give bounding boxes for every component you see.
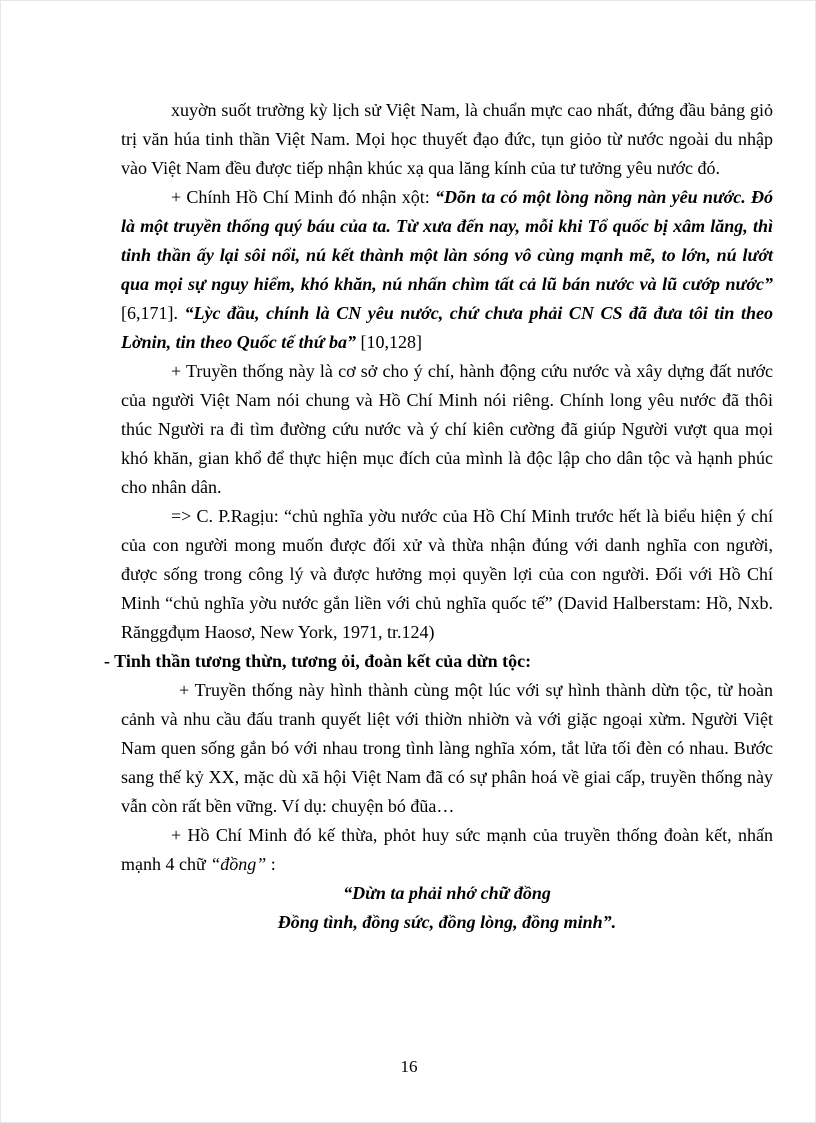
quote-leninism: “Lỳc đầu, chính là CN yêu nước, chứ chưa phải CN CS đã đưa tôi tin theo Lờnin, tin theo Quốc tế thứ ba”	[121, 303, 773, 352]
citation-2: [10,128]	[355, 332, 422, 352]
verse-line-1: “Dừn ta phải nhớ chữ đồng	[343, 883, 551, 903]
quote-patriotism: “Dõn ta có một lòng nồng nàn yêu nước. Đó là một truyền thống quý báu của ta. Từ xưa đến nay, mỗi khi Tổ quốc bị xâm lăng, thì tinh thần ấy lại sôi nổi, nú kết thành một làn sóng vô cùng mạnh mẽ, to lớn, nú lướt qua mọi sự nguy hiểm, khó khăn, nú nhấn chìm tất cả lũ bán nước và lũ cướp nước”	[121, 187, 773, 294]
paragraph-solidarity-tradition: + Truyền thống này hình thành cùng một lúc với sự hình thành dừn tộc, từ hoàn cảnh và nhu cầu đấu tranh quyết liệt với thiờn nhiờn và với giặc ngoại xừm. Người Việt Nam quen sống gắn bó với nhau trong tình làng nghĩa xóm, tắt lửa tối đèn có nhau. Bước sang thế kỷ XX, mặc dù xã hội Việt Nam đã có sự phân hoá về giai cấp, truyền thống này vẫn còn rất bền vững. Ví dụ: chuyện bó đũa…	[121, 680, 773, 816]
section-heading-solidarity: - Tinh thần tương thừn, tương ỏi, đoàn kết của dừn tộc:	[104, 651, 532, 671]
word-dong: “đồng”	[210, 854, 267, 874]
paragraph-patriotism-continuation: xuyờn suốt trường kỳ lịch sử Việt Nam, là chuẩn mực cao nhất, đứng đầu bảng giỏ trị văn húa tinh thần Việt Nam. Mọi học thuyết đạo đức, tụn giỏo từ nước ngoài du nhập vào Việt Nam đều được tiếp nhận khúc xạ qua lăng kính của tư tưởng yêu nước đó.	[121, 100, 773, 178]
paragraph-ragiu-quote: => C. P.Ragịu: “chủ nghĩa yờu nước của Hồ Chí Minh trước hết là biểu hiện ý chí của con người mong muốn được đối xử và thừa nhận đúng với danh nghĩa con người, được sống trong công lý và được hưởng mọi quyền lợi của con người. Đối với Hồ Chí Minh “chủ nghĩa yờu nước gắn liền với chủ nghĩa quốc tế” (David Halberstam: Hồ, Nxb. Rănggđụm Haosơ, New York, 1971, tr.124)	[121, 506, 773, 642]
four-words-intro: + Hồ Chí Minh đó kế thừa, phỏt huy sức mạnh của truyền thống đoàn kết, nhấn mạnh 4 chữ	[121, 825, 773, 874]
remark-intro: + Chính Hồ Chí Minh đó nhận xột:	[171, 187, 435, 207]
paragraph-four-words	[121, 821, 773, 879]
page-content	[104, 96, 773, 937]
verse-line-2: Đồng tình, đồng sức, đồng lòng, đồng minh”.	[277, 912, 617, 932]
four-words-end: :	[266, 854, 276, 874]
citation-1: [6,171].	[121, 303, 185, 323]
page-number: 16	[400, 1057, 418, 1076]
paragraph-tradition-basis: + Truyền thống này là cơ sở cho ý chí, hành động cứu nước và xây dựng đất nước của người Việt Nam nói chung và Hồ Chí Minh nói riêng. Chính long yêu nước đã thôi thúc Người ra đi tìm đường cứu nước và ý chí kiên cường đã giúp Người vượt qua mọi khó khăn, gian khổ để thực hiện mục đích của mình là độc lập cho dân tộc và hạnh phúc cho nhân dân.	[121, 361, 773, 497]
paragraph-ho-chi-minh-remark	[121, 183, 773, 357]
